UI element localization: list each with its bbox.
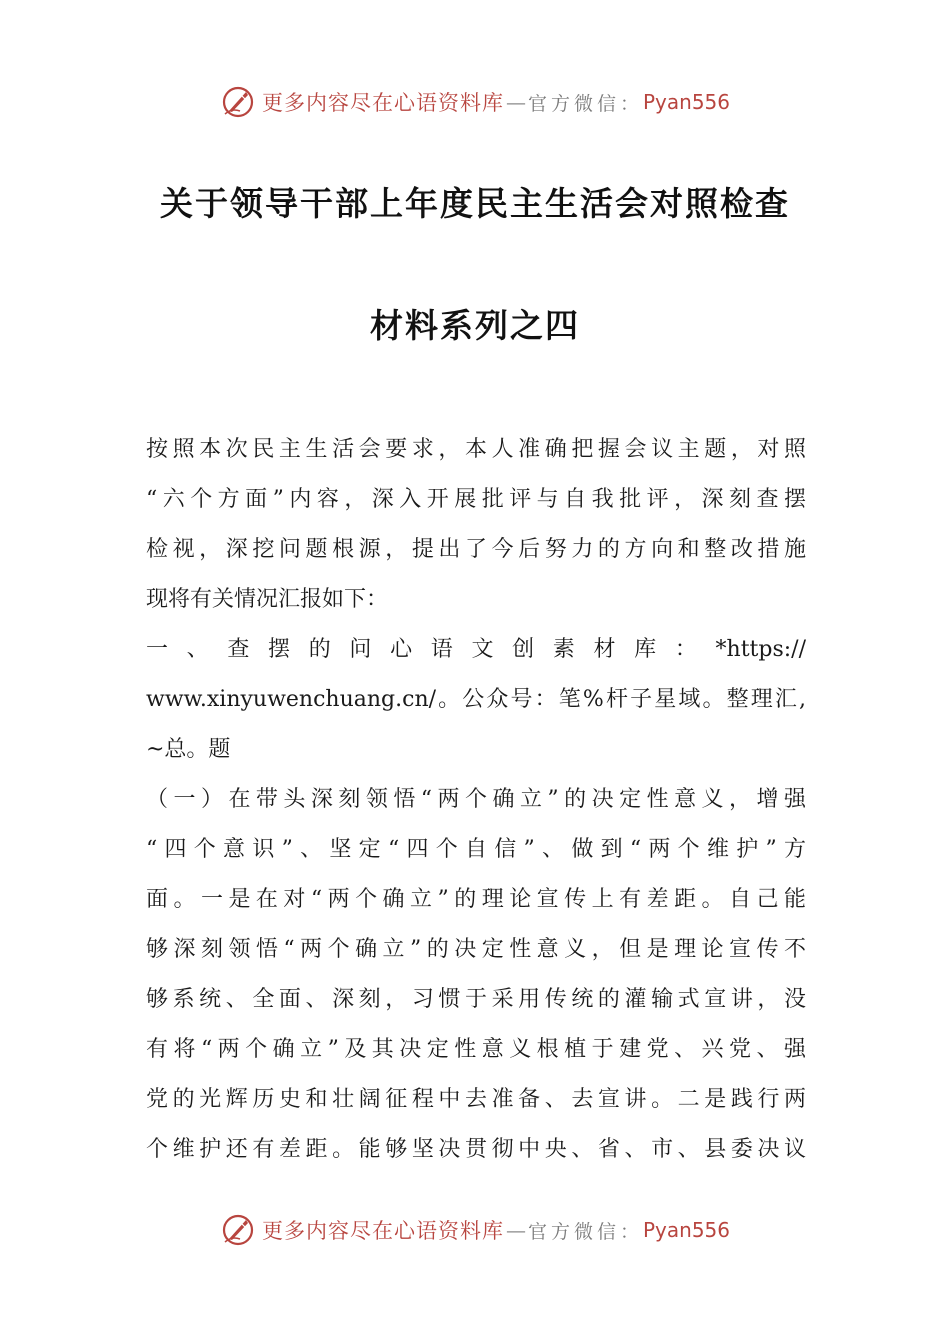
- body-line: 党的光辉历史和壮阔征程中去准备、去宣讲。二是践行两: [146, 1087, 806, 1112]
- body-line: 个维护还有差距。能够坚决贯彻中央、省、市、县委决议: [146, 1137, 806, 1162]
- promo-text: 更多内容尽在心语资料库: [261, 91, 504, 115]
- body-line: www.xinyuwenchuang.cn/。公众号：笔%杆子星域。整理汇,: [146, 687, 806, 712]
- body-line: “四个意识”、坚定“四个自信”、做到“两个维护”方: [146, 837, 806, 862]
- body-line: 够系统、全面、深刻，习惯于采用传统的灌输式宣讲，没: [146, 987, 806, 1012]
- wechat-id: Pyan556: [643, 1218, 731, 1242]
- footer-watermark: [0, 1208, 950, 1252]
- separator-dash: —: [505, 90, 526, 114]
- body-line: 够深刻领悟“两个确立”的决定性意义，但是理论宣传不: [146, 937, 806, 962]
- header-watermark: [0, 80, 950, 124]
- wechat-label: 官方微信：: [527, 1220, 643, 1243]
- body-line: 有将“两个确立”及其决定性意义根植于建党、兴党、强: [146, 1037, 806, 1062]
- body-line: 现将有关情况汇报如下：: [146, 587, 389, 612]
- document-title-line-2: 材料系列之四: [370, 306, 580, 345]
- body-line: 检视，深挖问题根源，提出了今后努力的方向和整改措施: [146, 537, 806, 562]
- document-body: [146, 425, 806, 1175]
- body-line: 按照本次民主生活会要求，本人准确把握会议主题，对照: [146, 437, 806, 462]
- body-line: 面。一是在对“两个确立”的理论宣传上有差距。自己能: [146, 887, 806, 912]
- quill-pen-logo-icon: [220, 1212, 256, 1248]
- promo-text: 更多内容尽在心语资料库: [261, 1219, 504, 1243]
- body-line: 一 、 查 摆 的 问 心 语 文 创 素 材 库 ： *https://: [146, 637, 806, 662]
- document-title-line-1: 关于领导干部上年度民主生活会对照检查: [160, 184, 790, 223]
- body-line: ~总。题: [146, 737, 231, 762]
- body-line: “六个方面”内容，深入开展批评与自我批评，深刻查摆: [146, 487, 806, 512]
- separator-dash: —: [505, 1218, 526, 1242]
- quill-pen-logo-icon: [220, 84, 256, 120]
- body-line: （一）在带头深刻领悟“两个确立”的决定性意义，增强: [146, 787, 806, 812]
- wechat-id: Pyan556: [643, 90, 731, 114]
- wechat-label: 官方微信：: [527, 92, 643, 115]
